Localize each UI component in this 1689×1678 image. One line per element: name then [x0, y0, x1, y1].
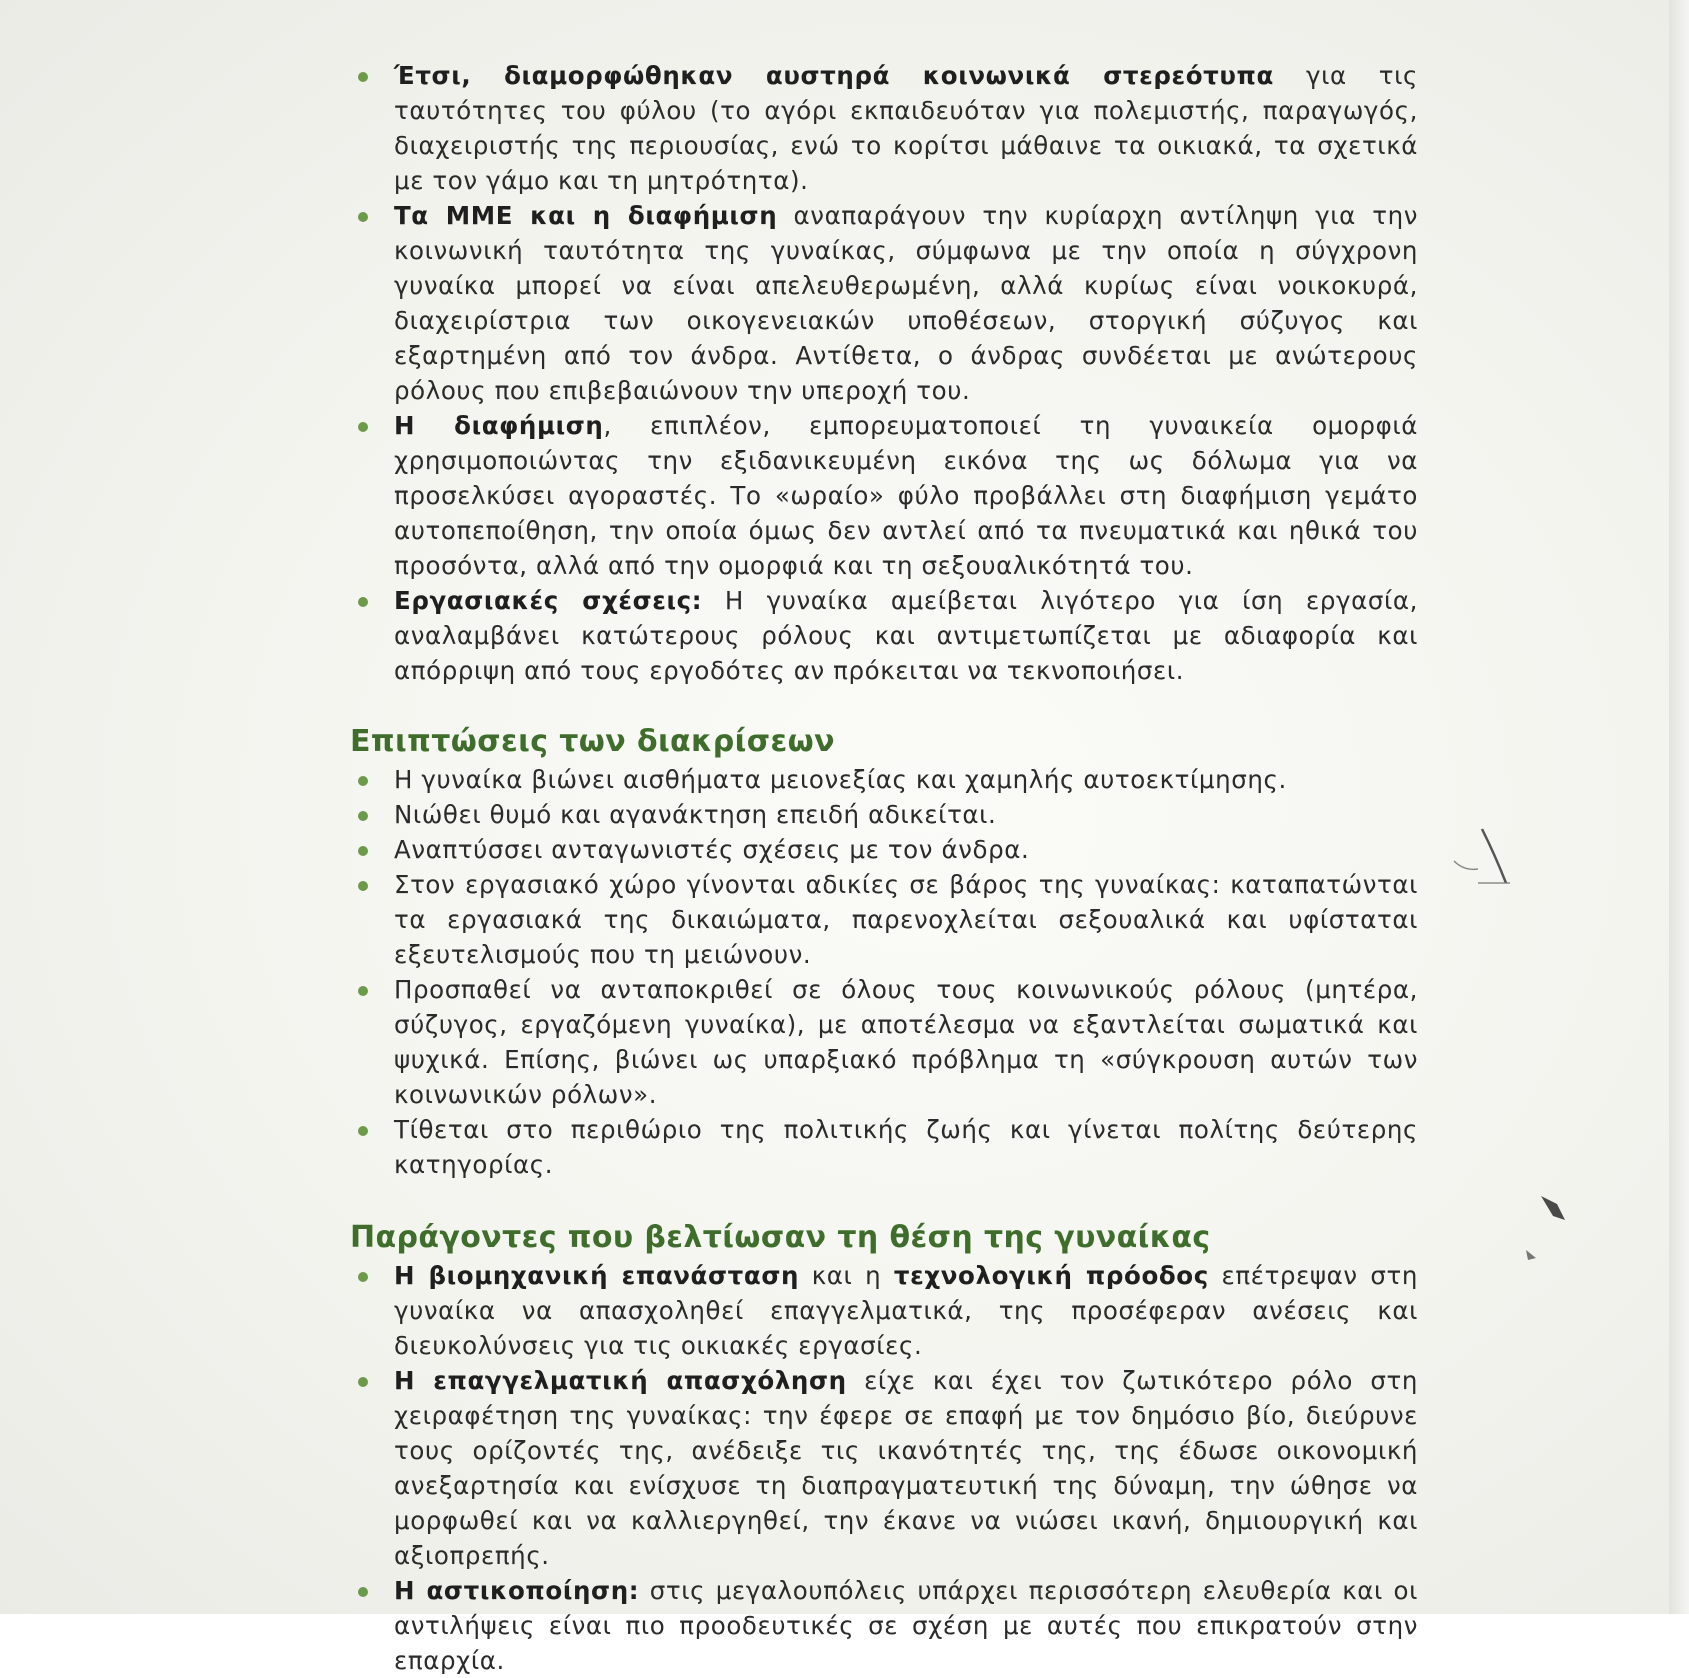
list-item: [350, 58, 1418, 198]
list-item: [350, 1258, 1418, 1363]
item-text: στις μεγαλουπόλεις υπάρχει περισσότερη ελευθερία και οι αντιλήψεις είναι πιο προοδευτικές σε σχέση με αυτές που επικρατούν στην επαρχία.: [394, 1576, 1419, 1675]
bullet-icon: [358, 72, 368, 82]
list-item: [350, 583, 1418, 688]
item-text: Η γυναίκα βιώνει αισθήματα μειονεξίας και χαμηλής αυτοεκτίμησης.: [394, 765, 1287, 794]
section-consequences: [350, 762, 1418, 1182]
section-stereotypes: [350, 58, 1418, 688]
item-text: Η γυναίκα αμείβεται λιγότερο για ίση εργασία, αναλαμβάνει κατώτερους ρόλους και αντιμετωπίζεται με αδιαφορία και απόρριψη από τους εργοδότες αν πρόκειται να τεκνοποιήσει.: [394, 586, 1418, 685]
item-bold-text: Η βιομηχανική επανάσταση: [394, 1261, 800, 1290]
bullet-icon: [358, 986, 368, 996]
bullet-icon: [358, 422, 368, 432]
item-text: αναπαράγουν την κυρίαρχη αντίληψη για την κοινωνική ταυτότητα της γυναίκας, σύμφωνα με την οποία η σύγχρονη γυναίκα μπορεί να είναι απελευθερωμένη, αλλά κυρίως είναι νοικοκυρά, διαχειρίστρια των οικογενειακών υποθέσεων, στοργική σύζυγος και εξαρτημένη από τον άνδρα. Αντίθετα, ο άνδρας συνδέεται με ανώτερους ρόλους που επιβεβαιώνουν την υπεροχή του.: [394, 201, 1418, 405]
item-text: και η: [799, 1261, 894, 1290]
item-bold-text: Τα ΜΜΕ και η διαφήμιση: [394, 201, 778, 230]
item-text: , επιπλέον, εμπορευματοποιεί τη γυναικεία ομορφιά χρησιμοποιώντας την εξιδανικευμένη εικόνα της ως δόλωμα για να προσελκύσει αγοραστές. Το «ωραίο» φύλο προβάλλει στη διαφήμιση γεμάτο αυτοπεποίθηση, την οποία όμως δεν αντλεί από τα πνευματικά και ηθικά του προσόντα, αλλά από την ομορφιά και τη σεξουαλικότητά του.: [394, 411, 1418, 580]
scan-mark: [1535, 1190, 1575, 1230]
bullet-icon: [358, 1377, 368, 1387]
item-bold-text: Η αστικοποίηση:: [394, 1576, 640, 1605]
list-item: [350, 832, 1418, 867]
item-bold-text: τεχνολογική πρόοδος: [893, 1261, 1209, 1290]
bullet-icon: [358, 846, 368, 856]
bullet-icon: [358, 811, 368, 821]
item-text: Αναπτύσσει ανταγωνιστές σχέσεις με τον άνδρα.: [394, 835, 1030, 864]
item-text: για τις ταυτότητες του φύλου (το αγόρι εκπαιδευόταν για πολεμιστής, παραγωγός, διαχειριστής της περιουσίας, ενώ το κορίτσι μάθαινε τα οικιακά, τα σχετικά με τον γάμο και τη μητρότητα).: [394, 61, 1418, 195]
item-bold-text: Η διαφήμιση: [394, 411, 604, 440]
bullet-icon: [358, 597, 368, 607]
item-bold-text: Εργασιακές σχέσεις:: [394, 586, 703, 615]
list-item: [350, 1363, 1418, 1573]
item-text: Προσπαθεί να ανταποκριθεί σε όλους τους κοινωνικούς ρόλους (μητέρα, σύζυγος, εργαζόμενη γυναίκα), με αποτέλεσμα να εξαντλείται σωματικά και ψυχικά. Επίσης, βιώνει ως υπαρξιακό πρόβλημα τη «σύγκρουση αυτών των κοινωνικών ρόλων».: [394, 975, 1418, 1109]
list-item: [350, 867, 1418, 972]
section-factors: [350, 1258, 1418, 1678]
bullet-icon: [358, 881, 368, 891]
item-bold-text: Έτσι, διαμορφώθηκαν αυστηρά κοινωνικά στερεότυπα: [394, 61, 1274, 90]
item-text: Νιώθει θυμό και αγανάκτηση επειδή αδικείται.: [394, 800, 997, 829]
scan-mark: [1440, 825, 1530, 895]
list-item: [350, 797, 1418, 832]
bullet-icon: [358, 1126, 368, 1136]
list-item: [350, 1573, 1418, 1678]
scan-mark: [1524, 1248, 1544, 1268]
bullet-icon: [358, 1272, 368, 1282]
list-item: [350, 762, 1418, 797]
item-text: Στον εργασιακό χώρο γίνονται αδικίες σε βάρος της γυναίκας: καταπατώνται τα εργασιακά της δικαιώματα, παρενοχλείται σεξουαλικά και υφίσταται εξευτελισμούς που τη μειώνουν.: [394, 870, 1418, 969]
bullet-icon: [358, 1587, 368, 1597]
section-heading-factors: Παράγοντες που βελτίωσαν τη θέση της γυναίκας: [350, 1220, 1211, 1255]
item-text: Τίθεται στο περιθώριο της πολιτικής ζωής και γίνεται πολίτης δεύτερης κατηγορίας.: [394, 1115, 1418, 1179]
list-item: [350, 1112, 1418, 1182]
item-bold-text: Η επαγγελματική απασχόληση: [394, 1366, 847, 1395]
item-text: είχε και έχει τον ζωτικότερο ρόλο στη χειραφέτηση της γυναίκας: την έφερε σε επαφή με τον δημόσιο βίο, διεύρυνε τους ορίζοντές της, ανέδειξε τις ικανότητές της, της έδωσε οικονομική ανεξαρτησία και ενίσχυσε τη διαπραγματευτική της δύναμη, την ώθησε να μορφωθεί και να καλλιεργηθεί, την έκανε να νιώσει ικανή, δημιουργική και αξιοπρεπής.: [394, 1366, 1418, 1570]
bullet-icon: [358, 212, 368, 222]
list-item: [350, 198, 1418, 408]
document-body: [350, 58, 1418, 1678]
item-text: επέτρεψαν στη γυναίκα να απασχοληθεί επαγγελματικά, της προσέφεραν ανέσεις και διευκολύνσεις για τις οικιακές εργασίες.: [394, 1261, 1418, 1360]
list-item: [350, 408, 1418, 583]
page-edge: [1669, 0, 1689, 1614]
section-heading-consequences: Επιπτώσεις των διακρίσεων: [350, 724, 835, 759]
list-item: [350, 972, 1418, 1112]
bullet-icon: [358, 776, 368, 786]
